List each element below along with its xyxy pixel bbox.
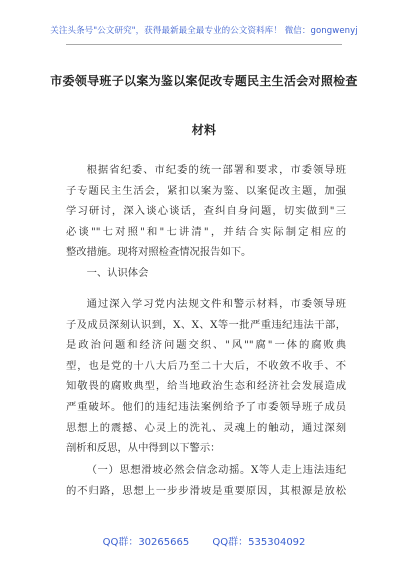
paragraph-line: 必谈""七对照"和"七讲清"，并结合实际制定相应的 (66, 225, 346, 238)
page-header-text: 关注头条号"公文研究"，获得最新最全最专业的公文资料库！ 微信：gongwenyj (50, 26, 358, 36)
paragraph-line: 的不归路，思想上一步步滑坡是重要原因，其根源是放松 (66, 484, 346, 497)
paragraph-line: 整改措施。现将对照检查情况报告如下。 (66, 246, 252, 259)
page-footer (0, 533, 408, 548)
paragraph-1 (66, 160, 346, 263)
paragraph-line: 根据省纪委、市纪委的统一部署和要求，市委领导班 (86, 164, 346, 176)
paragraph-line: 思想上的震撼、心灵上的洗礼、灵魂上的触动，通过深刻 (66, 421, 346, 434)
paragraph-line: 子及成员深刻认识到，X、X、X等一批严重违纪违法干部， (66, 318, 346, 331)
paragraph-line: 剖析和反思，从中得到以下警示： (66, 442, 221, 455)
paragraph-line: （一）思想滑坡必然会信念动摇。X等人走上违法违纪 (86, 464, 346, 476)
footer-qq-group-2: QQ群：535304092 (212, 537, 306, 548)
paragraph-3 (66, 460, 346, 501)
paragraph-line: 知敬畏的腐败典型，给当地政治生态和经济社会发展造成 (66, 380, 346, 393)
document-title-line-1: 市委领导班子以案为鉴以案促改专题民主生活会对照检查 (50, 74, 358, 88)
paragraph-line: 是政治问题和经济问题交织、"风""腐"一体的腐败典 (66, 339, 346, 352)
paragraph-line: 严重破坏。他们的违纪违法案例给予了市委领导班子成员 (66, 400, 346, 413)
footer-qq-group-1: QQ群：30265665 (102, 537, 190, 548)
section-heading (66, 263, 346, 284)
paragraph-2 (66, 294, 346, 459)
document-title-line-2: 材料 (191, 123, 217, 137)
paragraph-line: 学习研讨，深入谈心谈话，查纠自身问题，切实做到"三 (66, 205, 346, 218)
paragraph-line: 子专题民主生活会，紧扣以案为鉴、以案促改主题，加强 (66, 184, 346, 197)
paragraph-line: 通过深入学习党内法规文件和警示材料，市委领导班 (86, 298, 346, 310)
section-heading-text: 一、认识体会 (86, 267, 149, 279)
paragraph-line: 型，也是党的十八大后乃至二十大后，不收敛不收手、不 (66, 359, 346, 372)
header-divider (66, 44, 342, 45)
